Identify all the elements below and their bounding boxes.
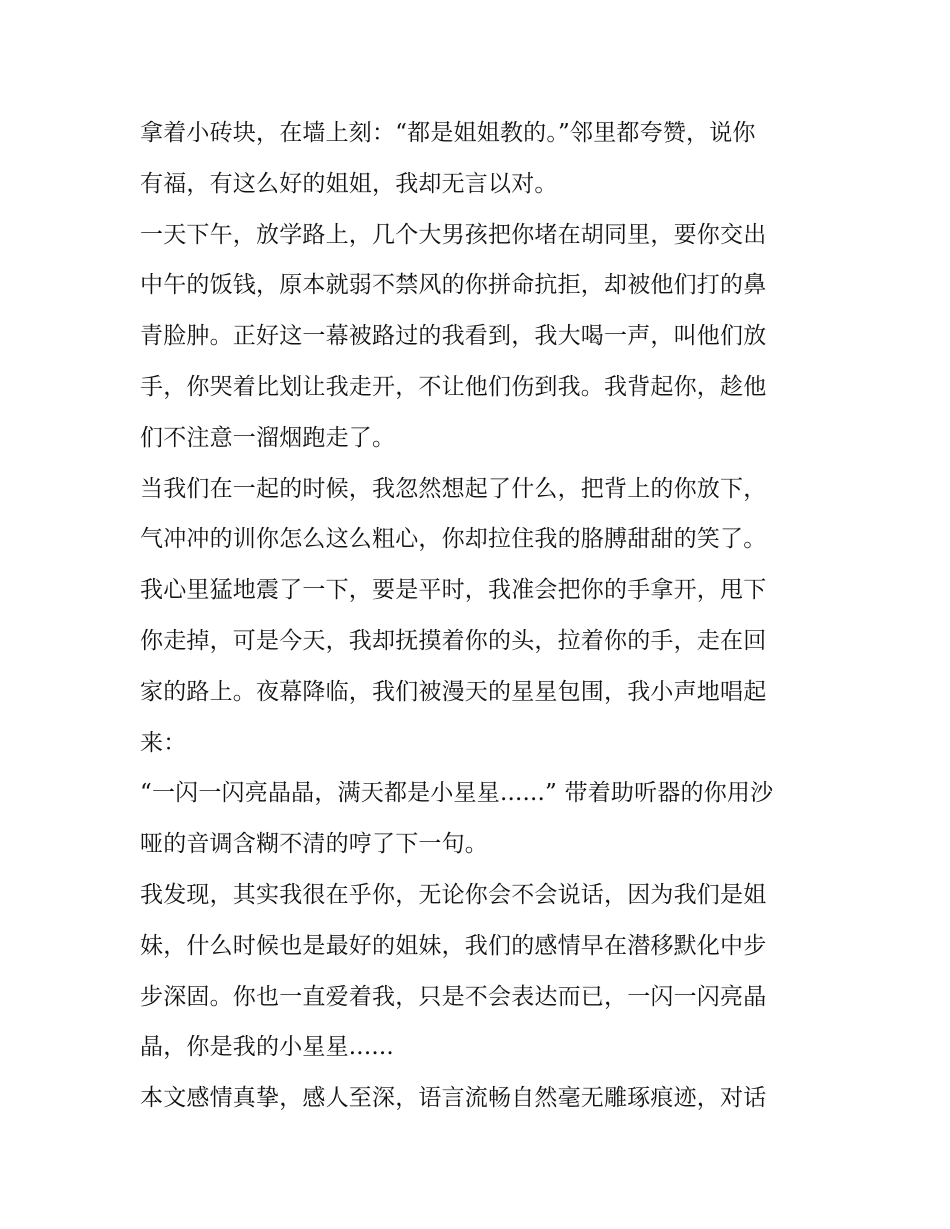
text-line: 我心里猛地震了一下，要是平时，我准会把你的手拿开，甩下 xyxy=(140,577,767,604)
text-line: 有福，有这么好的姐姐，我却无言以对。 xyxy=(140,170,558,197)
text-line: “一闪一闪亮晶晶，满天都是小星星......” 带着助听器的你用沙 xyxy=(140,780,774,807)
text-line: 本文感情真挚，感人至深，语言流畅自然毫无雕琢痕迹，对话 xyxy=(140,1085,767,1112)
text-line: 青脸肿。正好这一幕被路过的我看到，我大喝一声，叫他们放 xyxy=(140,323,767,350)
text-line: 手，你哭着比划让我走开，不让他们伤到我。我背起你，趁他 xyxy=(140,373,767,400)
text-line: 来： xyxy=(140,729,187,756)
text-line: 一天下午，放学路上，几个大男孩把你堵在胡同里，要你交出 xyxy=(140,221,767,248)
text-line: 哑的音调含糊不清的哼了下一句。 xyxy=(140,831,488,858)
text-line: 家的路上。夜幕降临，我们被漫天的星星包围，我小声地唱起 xyxy=(140,678,767,705)
text-line: 步深固。你也一直爱着我，只是不会表达而已，一闪一闪亮晶 xyxy=(140,983,767,1010)
text-line: 妹，什么时候也是最好的姐妹，我们的感情早在潜移默化中步 xyxy=(140,932,767,959)
text-line: 你走掉，可是今天，我却抚摸着你的头，拉着你的手，走在回 xyxy=(140,627,767,654)
text-line: 们不注意一溜烟跑走了。 xyxy=(140,424,396,451)
text-line: 中午的饭钱，原本就弱不禁风的你拼命抗拒，却被他们打的鼻 xyxy=(140,272,767,299)
document-body xyxy=(140,108,820,1124)
text-line: 气冲冲的训你怎么这么粗心，你却拉住我的胳膊甜甜的笑了。 xyxy=(140,526,767,553)
text-line: 拿着小砖块，在墙上刻：“都是姐姐教的。”邻里都夸赞，说你 xyxy=(140,120,756,146)
text-line: 晶，你是我的小星星...... xyxy=(140,1034,394,1061)
text-line: 当我们在一起的时候，我忽然想起了什么，把背上的你放下， xyxy=(140,475,767,502)
text-line: 我发现，其实我很在乎你，无论你会不会说话，因为我们是姐 xyxy=(140,881,767,908)
